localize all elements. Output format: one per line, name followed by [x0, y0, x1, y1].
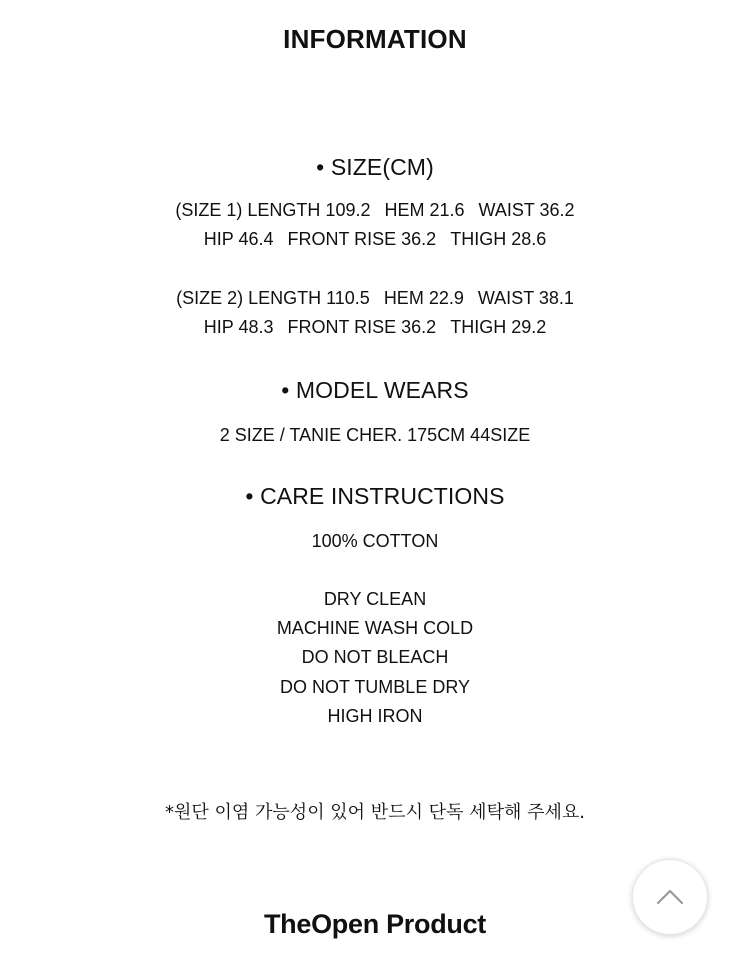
size1-waist: WAIST 36.2: [478, 200, 575, 220]
care-heading: • CARE INSTRUCTIONS: [245, 483, 505, 509]
size1-line2: [0, 230, 750, 248]
size1-hip: HIP 46.4: [203, 229, 274, 249]
care-item-machine-wash: MACHINE WASH COLD: [276, 618, 474, 638]
washing-notice: *원단 이염 가능성이 있어 반드시 단독 세탁해 주세요.: [165, 802, 585, 823]
size1-thigh: THIGH 28.6: [450, 229, 547, 249]
size1-hem: HEM 21.6: [384, 200, 465, 220]
care-item-no-bleach: DO NOT BLEACH: [301, 647, 449, 667]
size2-front-rise: FRONT RISE 36.2: [287, 317, 437, 337]
size2-line2: [0, 318, 750, 336]
size2-length: (SIZE 2) LENGTH 110.5: [176, 288, 370, 308]
care-item-no-tumble-dry: DO NOT TUMBLE DRY: [279, 677, 471, 697]
size1-length: (SIZE 1) LENGTH 109.2: [175, 200, 371, 220]
size2-hip: HIP 48.3: [203, 317, 274, 337]
size2-thigh: THIGH 29.2: [450, 317, 547, 337]
size2-hem: HEM 22.9: [383, 288, 464, 308]
model-info: 2 SIZE / TANIE CHER. 175CM 44SIZE: [219, 425, 531, 445]
chevron-up-icon: [655, 885, 685, 907]
scroll-top-button[interactable]: [632, 859, 708, 935]
size-heading: • SIZE(CM): [316, 154, 434, 180]
size1-line1: [0, 201, 750, 219]
brand-logo: TheOpen Product: [263, 909, 486, 939]
page-title: INFORMATION: [283, 24, 467, 54]
material-text: 100% COTTON: [311, 531, 439, 551]
size1-front-rise: FRONT RISE 36.2: [287, 229, 437, 249]
model-heading: • MODEL WEARS: [281, 377, 469, 403]
size2-line1: [0, 289, 750, 307]
care-item-high-iron: HIGH IRON: [327, 706, 423, 726]
care-item-dry-clean: DRY CLEAN: [323, 589, 427, 609]
size2-waist: WAIST 38.1: [477, 288, 574, 308]
